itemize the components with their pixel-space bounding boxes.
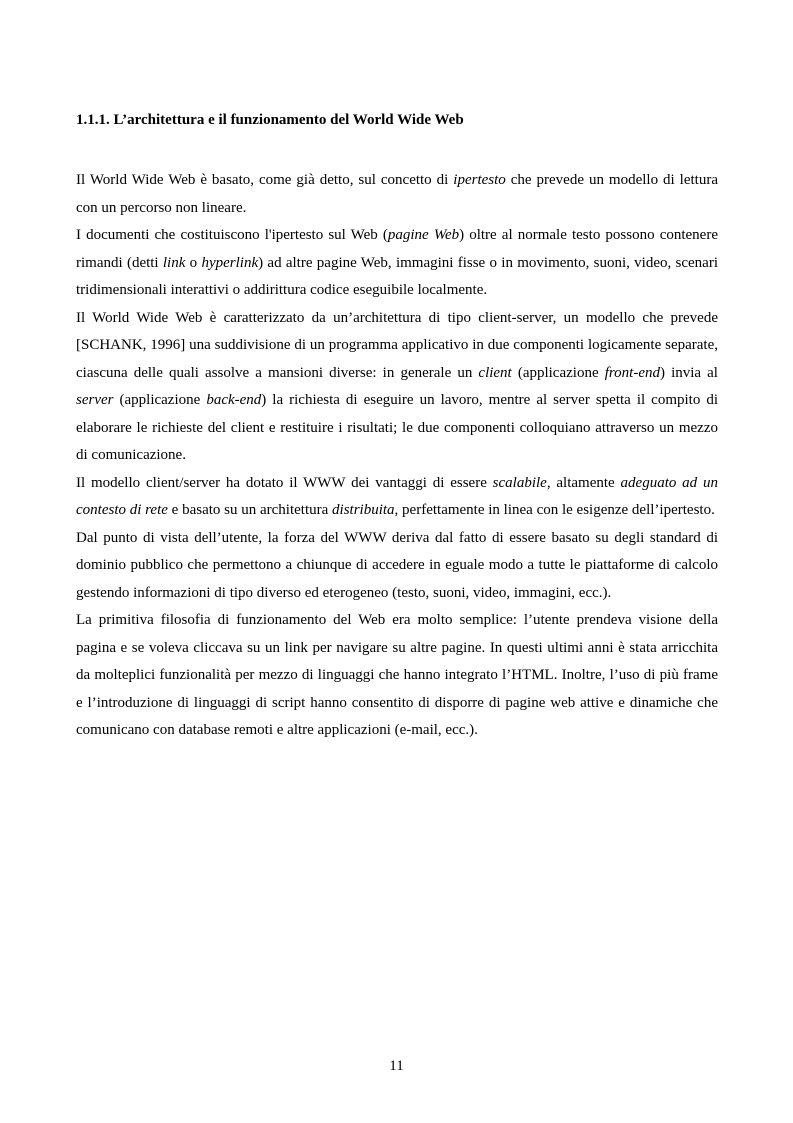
italic-term: adeguato ad un contesto di rete <box>76 474 718 518</box>
text-run: ) invia al <box>659 364 718 381</box>
body-text <box>76 167 718 745</box>
paragraph <box>76 470 718 525</box>
text-run: , altamente <box>546 474 621 491</box>
text-run: ) la richiesta di eseguire un lavoro, mentre al server spetta il compito di elaborare le richieste del client e restituire i risultati; le due componenti colloquiano attraverso un mezzo di comunicazione. <box>76 392 718 463</box>
text-run: ) oltre al normale testo possono contenere rimandi (detti <box>76 227 718 271</box>
italic-term: link <box>162 254 186 271</box>
text-run: Dal punto di vista dell’utente, la forza del WWW deriva dal fatto di essere basato su degli standard di dominio pubblico che permettono a chiunque di accedere in eguale modo a tutte le piattaforme di calcolo gestendo informazioni di tipo diverso ed eterogeneo (testo, suoni, video, immagini, ecc.). <box>76 529 718 601</box>
section-heading: 1.1.1. L’architettura e il funzionamento del World Wide Web <box>76 112 464 128</box>
italic-term: front-end <box>604 364 660 381</box>
italic-term: server <box>76 392 114 408</box>
italic-term: distribuita <box>332 502 395 518</box>
italic-term: pagine Web <box>387 227 460 243</box>
paragraph <box>76 222 718 305</box>
text-run: o <box>185 254 202 271</box>
text-run: che prevede un modello di lettura con un percorso non lineare. <box>76 172 718 216</box>
text-run: Il modello client/server ha dotato il WWW dei vantaggi di essere <box>76 474 493 491</box>
paragraph <box>76 305 718 470</box>
text-run: ) ad altre pagine Web, immagini fisse o in movimento, suoni, video, scenari tridimensionali interattivi o addirittura codice eseguibile localmente. <box>76 254 718 298</box>
italic-term: client <box>478 364 512 381</box>
paragraph <box>76 525 718 608</box>
text-run: e basato su un architettura <box>167 502 333 518</box>
text-run: (applicazione <box>113 392 207 408</box>
italic-term: back-end <box>206 392 262 408</box>
text-run: Il World Wide Web è basato, come già detto, sul concetto di <box>76 172 454 188</box>
page-number: 11 <box>389 1058 404 1074</box>
text-run: , perfettamente in linea con le esigenze dell’ipertesto. <box>394 502 715 518</box>
paragraph <box>76 607 718 745</box>
italic-term: ipertesto <box>453 172 506 188</box>
text-run: La primitiva filosofia di funzionamento del Web era molto semplice: l’utente prendeva visione della pagina e se voleva cliccava su un link per navigare su altre pagine. In questi ultimi anni è stata arricchita da molteplici funzionalità per mezzo di linguaggi che hanno integrato l’HTML. Inoltre, l’uso di più frame e l’introduzione di linguaggi di script hanno consentito di disporre di pagine web attive e dinamiche che comunicano con database remoti e altre applicazioni (e-mail, ecc.). <box>76 612 718 738</box>
text-run: I documenti che costituiscono l'ipertesto sul Web ( <box>76 227 388 243</box>
italic-term: hyperlink <box>201 254 259 271</box>
paragraph <box>76 167 718 222</box>
italic-term: scalabile <box>492 474 547 491</box>
text-run: Il World Wide Web è caratterizzato da un’architettura di tipo client-server, un modello che prevede [SCHANK, 1996] una suddivisione di un programma applicativo in due componenti logicamente separate, ciascuna delle quali assolve a mansioni diverse: in generale un <box>76 309 718 381</box>
text-run: (applicazione <box>511 364 605 381</box>
